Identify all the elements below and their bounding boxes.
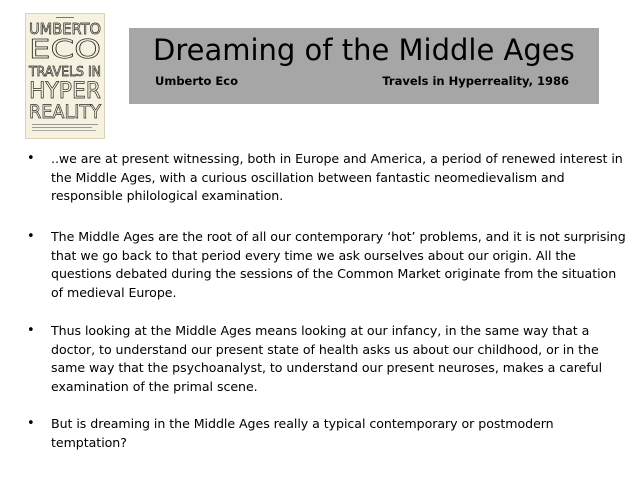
bullet-text: Thus looking at the Middle Ages means looking at our infancy, in the same way that a doctor, to understand our present state of health asks us about our childhood, or in the same way that the psychoanalyst, to understand our present neuroses, makes a careful examination of the primal scene.	[51, 323, 603, 394]
source-work: Travels in Hyperreality, 1986	[382, 74, 569, 88]
cover-title-line1: TRAVELS IN	[28, 65, 101, 80]
cover-title-line2: HYPER	[29, 79, 101, 104]
author-name: Umberto Eco	[155, 74, 238, 88]
slide-title: Dreaming of the Middle Ages	[153, 33, 575, 67]
cover-author-line2: ECO	[29, 35, 101, 65]
book-cover-image	[25, 13, 105, 139]
bullet-symbol: •	[27, 323, 35, 338]
bullet-symbol: •	[27, 151, 35, 166]
bullet-text: ..we are at present witnessing, both in Europe and America, a period of renewed interest in the Middle Ages, with a curious oscillation between fantastic neomedievalism and responsible philological examination.	[51, 151, 623, 203]
title-banner	[129, 28, 599, 104]
bullet-symbol: •	[27, 229, 35, 244]
bullet-text: The Middle Ages are the root of all our contemporary ‘hot’ problems, and it is not surprising that we go back to that period every time we ask ourselves about our origin. All the questions debated during the sessions of the Common Market originate from the situation of medieval Europe.	[51, 229, 626, 300]
bullet-symbol: •	[27, 416, 35, 431]
bullet-text: But is dreaming in the Middle Ages really a typical contemporary or postmodern temptation?	[51, 416, 554, 450]
cover-title-line3: REALITY	[29, 101, 102, 123]
cover-author-line1: UMBERTO	[29, 20, 101, 38]
